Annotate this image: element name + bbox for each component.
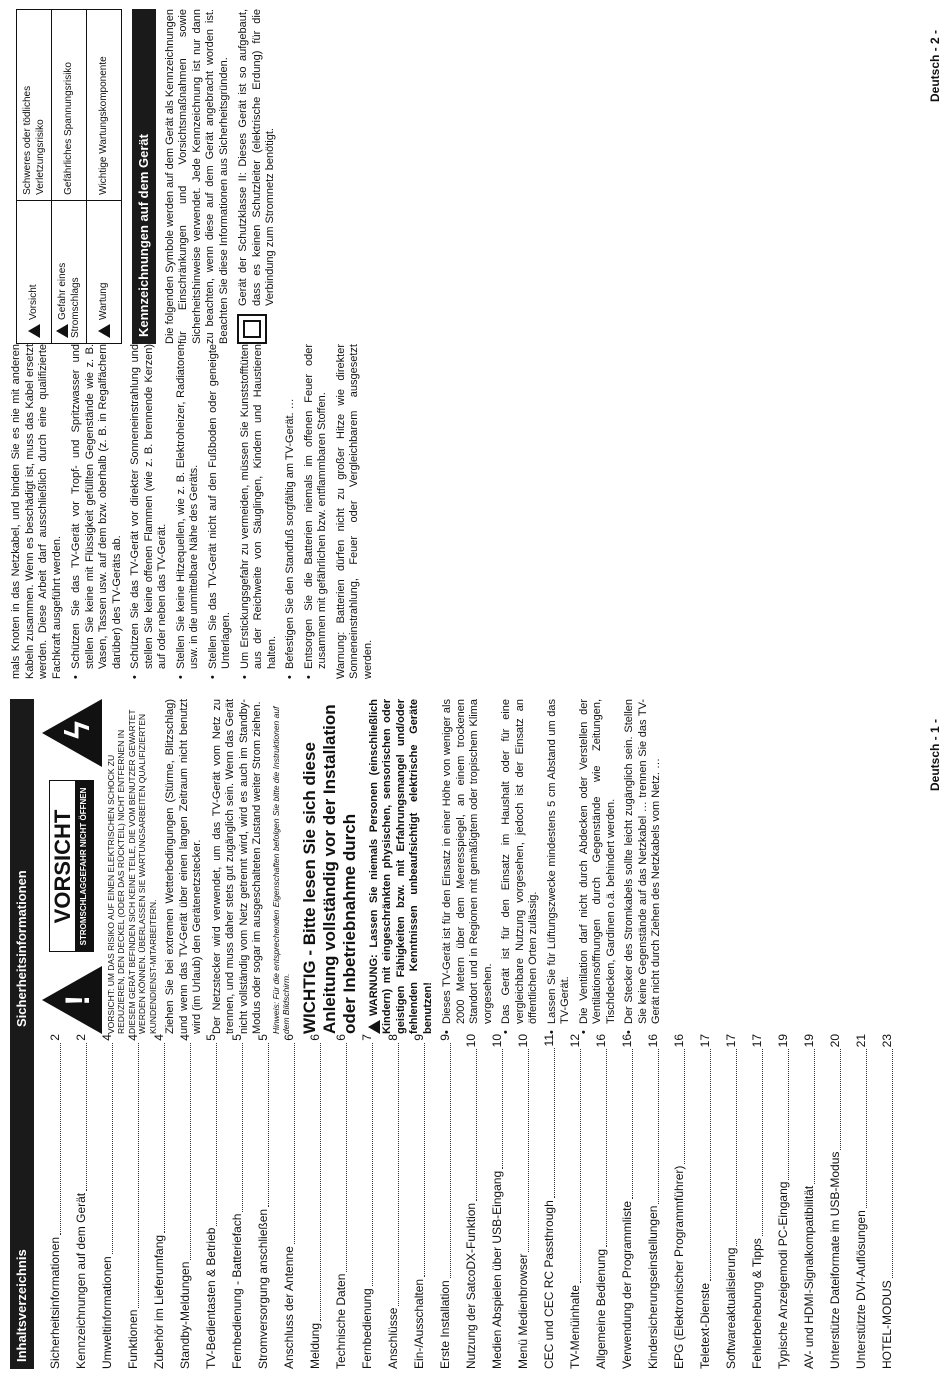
toc-entry[interactable] <box>796 1034 822 1369</box>
toc-dots <box>372 1043 373 1287</box>
toc-entry[interactable] <box>120 1034 146 1369</box>
toc-entry[interactable] <box>302 1034 328 1369</box>
toc-entry-title: Medien Abspielen über USB-Eingang <box>489 1170 504 1369</box>
warning-icon <box>368 1020 380 1034</box>
list-item: • Entsorgen Sie die Batterien niemals im offenen Feuer oder zusammen mit gefährlichen bzw. entflammbaren Stoffen. <box>303 344 330 679</box>
toc-page-number: 12 <box>567 1034 582 1048</box>
toc-page-number: 21 <box>853 1034 868 1048</box>
toc-entry-title: Fehlerbehebung & Tipps <box>749 1238 764 1369</box>
toc-page-number: 5 <box>229 1034 244 1041</box>
toc-entry[interactable] <box>874 1034 900 1369</box>
toc-page-number: 8 <box>385 1034 400 1041</box>
toc-dots <box>632 1049 633 1199</box>
list-item: • Um Erstickungsgefahr zu vermeiden, müssen Sie Kunststofftüten aus der Reichweite von Säuglingen, Kindern und Haustieren halten. <box>239 344 280 679</box>
class2-text: Gerät der Schutzklasse II: Dieses Gerät ist so aufgebaut, dass es keinen Schutzleiter (elektrische Erdung) für die Verbindung zum Stromnetz benötigt. <box>237 9 276 306</box>
vorsicht-sub: STROMSCHLAGGEFAHR NICHT ÖFFNEN <box>75 782 93 952</box>
toc-entry-title: Meldung <box>307 1322 322 1369</box>
toc-entry[interactable] <box>822 1034 848 1369</box>
toc-entry-title: Technische Daten <box>333 1273 348 1369</box>
class2-block <box>237 9 278 344</box>
toc-dots <box>840 1049 841 1149</box>
kenn-title: Kennzeichnungen auf dem Gerät <box>132 9 156 344</box>
toc-entry-title: Fernbedienung <box>359 1288 374 1369</box>
toc-entry-title: AV- und HDMI-Signalkompatibilität <box>801 1185 816 1369</box>
toc-page-number: 19 <box>801 1034 816 1048</box>
toc-entry[interactable] <box>172 1034 198 1369</box>
toc-entry-title: Funktionen <box>125 1309 140 1369</box>
table-row <box>52 10 87 344</box>
toc-entry-title: Erste Installation <box>437 1280 452 1369</box>
list-item: • Der Stecker des Stromkabels sollte leicht zugänglich sein. Stellen Sie keine Gegenstände auf das Netzkabel … trennen Sie das TV-Gerät nicht durch Ziehen des Netzkabels vom Netz. … <box>623 699 664 1034</box>
warning-icon <box>28 324 40 338</box>
toc-page-number: 11 <box>541 1034 556 1047</box>
toc-dots <box>424 1043 425 1277</box>
toc-entry[interactable] <box>614 1034 640 1369</box>
toc-dots <box>216 1043 217 1226</box>
toc-dots <box>268 1043 269 1207</box>
toc-entry[interactable] <box>458 1034 484 1369</box>
toc-page-number: 17 <box>723 1034 738 1048</box>
wrench-triangle-icon <box>98 324 110 338</box>
toc-entry[interactable] <box>42 1034 68 1369</box>
toc-entry-title: Sicherheitsinformationen <box>47 1236 62 1369</box>
toc-dots <box>658 1049 659 1203</box>
toc-dots <box>86 1043 87 1191</box>
hinweis: Hinweis: Für die entsprechenden Eigenschaften befolgen Sie bitte die Instruktionen auf dem Bildschirm. <box>270 706 291 1034</box>
toc-entry[interactable] <box>354 1034 380 1369</box>
footer-page-2: Deutsch - 2 - <box>928 30 942 103</box>
toc-dots <box>580 1049 581 1283</box>
list-item: • Das Gerät ist für den Einsatz im Haushalt oder für eine vergleichbare Nutzung vorgesehen, jedoch ist der Einsatz an öffentlichen Orten zulässig. <box>500 699 541 1034</box>
toc-entry[interactable] <box>328 1034 354 1369</box>
toc-entry-title: Kennzeichnungen auf dem Gerät <box>73 1192 88 1369</box>
toc-entry[interactable] <box>276 1034 302 1369</box>
toc-dots <box>762 1049 763 1236</box>
toc-page-number: 5 <box>255 1034 270 1041</box>
toc-dots <box>112 1043 113 1255</box>
page2-column-1 <box>10 344 381 679</box>
toc-page-number: 10 <box>463 1034 478 1048</box>
toc-page-number: 7 <box>359 1034 374 1041</box>
toc-entry-title: Anschluss der Antenne <box>281 1246 296 1369</box>
exclamation-triangle-icon: ! <box>42 966 102 1034</box>
bullet-list-2 <box>70 344 330 679</box>
toc-page-number: 6 <box>281 1034 296 1041</box>
toc-entry[interactable] <box>666 1034 692 1369</box>
toc-entry[interactable] <box>536 1034 562 1369</box>
symbol-desc: Wichtige Wartungskomponente <box>87 10 122 201</box>
toc-page-number: 9 <box>437 1034 452 1041</box>
toc-entry-title: Nutzung der SatcoDX-Funktion <box>463 1202 478 1369</box>
double-square-icon <box>237 314 267 344</box>
symbol-cell <box>87 200 122 343</box>
list-item: • Stellen Sie keine Hitzequellen, wie z. B. Elektroheizer, Radiatoren usw. in die unmittelbare Nähe des Geräts. <box>175 344 202 679</box>
toc-entry-title: Unterstützte DVI-Auflösungen <box>853 1210 868 1369</box>
toc-entry-title: HOTEL-MODUS <box>879 1280 894 1369</box>
toc-page-number: 6 <box>333 1034 348 1041</box>
toc-page-number: 5 <box>203 1034 218 1041</box>
toc-dots <box>476 1049 477 1201</box>
page-2 <box>0 0 950 689</box>
toc-dots <box>814 1049 815 1183</box>
symbol-label: Wartung <box>98 282 110 320</box>
toc-entry-title: EPG (Elektronischer Programmführer) <box>671 1165 686 1369</box>
symbol-table <box>16 9 122 344</box>
toc-page-number: 17 <box>697 1034 712 1048</box>
toc-column <box>10 1034 900 1369</box>
symbol-cell <box>17 200 52 343</box>
toc-dots <box>554 1048 555 1198</box>
toc-entry-title: Unterstütze Dateiformate im USB-Modus <box>827 1151 842 1369</box>
symbol-cell <box>52 200 87 343</box>
toc-page-number: 16 <box>645 1034 660 1048</box>
toc-entry-title: Stromversorgung anschließen <box>255 1208 270 1369</box>
warning-box <box>42 699 102 1034</box>
footer-page-1: Deutsch - 1 - <box>928 719 942 792</box>
toc-entry[interactable] <box>588 1034 614 1369</box>
bullet-list-1 <box>441 699 664 1034</box>
toc-entry-title: Softwareaktualisierung <box>723 1247 738 1369</box>
toc-dots <box>502 1049 503 1169</box>
toc-entry[interactable] <box>562 1034 588 1369</box>
symbol-desc: Gefährliches Spannungsrisiko <box>52 10 87 201</box>
toc-entry[interactable] <box>146 1034 172 1369</box>
toc-dots <box>60 1043 61 1235</box>
toc-entry[interactable] <box>224 1034 250 1369</box>
kenn-para: Die folgenden Symbole werden auf dem Gerät als Kennzeichnungen für Einschränkungen und Vorsichtsmaßnahmen sowie Sicherheitshinweise verwendet. Jede Kennzeichnung ist nur dann zu beachten, wenn diese auf dem Gerät angebracht worden ist. Beachten Sie diese Informationen aus Sicherheitsgründen. <box>163 9 230 344</box>
toc-dots <box>450 1043 451 1279</box>
toc-dots <box>866 1049 867 1208</box>
warnung-content: WARNUNG: Lassen Sie niemals Personen (einschließlich Kindern) mit eingeschränkten physischen, sensorischen oder geistigen Fähigkeiten bzw. mit Erfahrungsmangel und/oder fehlenden Kenntnissen unbeaufsichtigt elektrische Geräte benutzen! <box>367 699 434 1034</box>
toc-dots <box>346 1043 347 1272</box>
toc-entry-title: Anschlüsse <box>385 1307 400 1369</box>
toc-entry-title: TV-Menüinhalte <box>567 1284 582 1369</box>
toc-entry[interactable] <box>406 1034 432 1369</box>
toc-dots <box>606 1049 607 1247</box>
toc-page-number: 17 <box>749 1034 764 1048</box>
toc-page-number: 4 <box>99 1034 114 1041</box>
toc-entry-title: Allgemeine Bedienung <box>593 1248 608 1369</box>
toc-entry[interactable] <box>198 1034 224 1369</box>
table-row <box>17 10 52 344</box>
toc-entry[interactable] <box>848 1034 874 1369</box>
toc-page-number: 16 <box>619 1034 634 1048</box>
toc-list <box>42 1034 900 1369</box>
toc-entry-title: CEC und CEC RC Passthrough <box>541 1200 556 1369</box>
para-mains: Der Netzstecker wird verwendet, um das TV-Gerät vom Netz zu trennen, und muss daher stets gut zugänglich sein. Wenn das Gerät nicht vollständig vom Netz getrennt wird, wird es auch im Standby-Modus oder sogar im ausgeschalteten Zustand weiter Strom ziehen. <box>210 699 263 1034</box>
toc-entry-title: Kindersicherungseinstellungen <box>645 1205 660 1369</box>
toc-entry-title: Menü Medienbrowser <box>515 1253 530 1369</box>
symbol-label: Gefahr eines Stromschlags <box>56 262 81 338</box>
toc-entry[interactable] <box>68 1034 94 1369</box>
toc-dots <box>736 1049 737 1245</box>
toc-dots <box>528 1049 529 1251</box>
warnung-text <box>368 699 436 1034</box>
toc-dots <box>710 1049 711 1281</box>
list-item: • Befestigen Sie den Standfuß sorgfältig am TV-Gerät. … <box>284 344 298 679</box>
toc-dots <box>892 1049 893 1278</box>
lightning-triangle-icon: ϟ <box>42 699 102 767</box>
toc-dots <box>788 1049 789 1179</box>
toc-entry-title: Verwendung der Programmliste <box>619 1200 634 1369</box>
symbol-label: Vorsicht <box>28 284 40 320</box>
toc-page-number: 4 <box>151 1034 166 1041</box>
toc-page-number: 16 <box>593 1034 608 1048</box>
toc-page-number: 4 <box>125 1034 140 1041</box>
toc-entry-title: Typische Anzeigemodi PC-Eingang <box>775 1181 790 1369</box>
toc-entry[interactable] <box>510 1034 536 1369</box>
toc-dots <box>138 1043 139 1308</box>
vorsicht-box <box>49 781 95 953</box>
toc-page-number: 19 <box>775 1034 790 1048</box>
para-weather: Ziehen Sie bei extremen Wetterbedingungen (Stürme, Blitzschlag) und wenn das TV-Gerät über einen langen Zeitraum nicht benutzt wird (im Urlaub) den Gerätenetzstecker. <box>164 699 203 1034</box>
toc-entry[interactable] <box>692 1034 718 1369</box>
safety-title: Sicherheitsinformationen <box>10 699 34 1034</box>
symbol-desc: Schweres oder tödliches Verletzungsrisiko <box>17 10 52 201</box>
toc-page-number: 10 <box>515 1034 530 1048</box>
toc-entry[interactable] <box>432 1034 458 1369</box>
table-row <box>87 10 122 344</box>
toc-entry[interactable] <box>484 1034 510 1369</box>
para-top: mals Knoten in das Netzkabel, und binden Sie es nie mit anderen Kabeln zusammen. Wenn es beschädigt ist, muss das Kabel ersetzt werden. Diese Arbeit darf ausschließlich durch eine qualifizierte Fachkraft ausgeführt werden. <box>10 344 63 679</box>
toc-dots <box>190 1043 191 1260</box>
toc-page-number: 20 <box>827 1034 842 1048</box>
wichtig-heading: WICHTIG - Bitte lesen Sie sich diese Anleitung vollständig vor der Installation oder Inbetriebnahme durch <box>299 704 359 1034</box>
toc-dots <box>684 1049 685 1163</box>
toc-page-number: 16 <box>671 1034 686 1048</box>
toc-page-number: 23 <box>879 1034 894 1048</box>
lightning-icon <box>56 324 68 338</box>
toc-page-number: 9 <box>411 1034 426 1041</box>
toc-page-number: 10 <box>489 1034 504 1048</box>
toc-entry-title: TV-Bedientasten & Betrieb <box>203 1227 218 1369</box>
toc-entry[interactable] <box>94 1034 120 1369</box>
toc-dots <box>242 1043 243 1212</box>
toc-page-number: 6 <box>307 1034 322 1041</box>
toc-entry[interactable] <box>770 1034 796 1369</box>
toc-dots <box>294 1043 295 1245</box>
toc-entry-title: Standby-Meldungen <box>177 1261 192 1369</box>
vorsicht-note: VORSICHT: UM DAS RISIKO AUF EINEN ELEKTRISCHEN SCHOCK ZU REDUZIEREN, DEN DECKEL (ODER DAS RÜCKTEIL) NICHT ENTFERNEN IN DIESEM GERÄT BEFINDEN SICH KEINE TEILE, DIE VOM BENUTZER GEWARTET WERDEN KÖNNEN. ÜBERLASSEN SIE WARTUNGSARBEITEN QUALIFIZIERTEN KUNDENDIENST-MITARBEITERN. <box>105 709 158 1034</box>
toc-entry[interactable] <box>744 1034 770 1369</box>
list-item: • Schützen Sie das TV-Gerät vor direkter Sonneneinstrahlung und stellen Sie keine offenen Flammen (wie z. B. brennende Kerzen) auf oder neben das TV-Gerät. <box>129 344 170 679</box>
list-item: • Lassen Sie für Lüftungszwecke mindestens 5 cm Abstand um das TV-Gerät. <box>546 699 573 1034</box>
toc-entry-title: Zubehör im Lieferumfang <box>151 1234 166 1369</box>
warnung-batteries: Warnung: Batterien dürfen nicht zu großer Hitze wie direkter Sonneneinstrahlung, Feuer oder Vergleichbarem ausgesetzt werden. <box>334 344 374 679</box>
toc-entry-title: Fernbedienung - Batteriefach <box>229 1213 244 1369</box>
list-item: • Schützen Sie das TV-Gerät vor Tropf- und Spritzwasser und stellen Sie keine mit Flüssigkeit gefüllten Gegenstände wie z. B. Vasen, Tassen usw. auf dem bzw. oberhalb (z. B. in Regalfächern darüber) des TV-Geräts ab. <box>70 344 124 679</box>
toc-page-number: 2 <box>73 1034 88 1041</box>
toc-entry[interactable] <box>380 1034 406 1369</box>
toc-entry-title: Teletext-Dienste <box>697 1282 712 1369</box>
toc-page-number: 4 <box>177 1034 192 1041</box>
list-item: • Dieses TV-Gerät ist für den Einsatz in einer Höhe von weniger als 2000 Metern über dem Meeresspiegel, an einem trockenen Standort und in Regionen mit gemäßigtem oder tropischem Klima vorgesehen. <box>441 699 495 1034</box>
toc-entry[interactable] <box>250 1034 276 1369</box>
toc-dots <box>398 1043 399 1306</box>
page-1 <box>0 689 950 1379</box>
toc-dots <box>164 1043 165 1233</box>
toc-entry[interactable] <box>640 1034 666 1369</box>
toc-title: Inhaltsverzeichnis <box>10 1034 34 1369</box>
vorsicht-label: VORSICHT <box>49 809 75 924</box>
list-item: • Stellen Sie das TV-Gerät nicht auf den Fußboden oder geneigte Unterlagen. <box>207 344 234 679</box>
toc-entry-title: Ein-/Ausschalten <box>411 1278 426 1369</box>
toc-entry[interactable] <box>718 1034 744 1369</box>
page2-column-2 <box>10 9 278 344</box>
toc-dots <box>320 1043 321 1321</box>
safety-column <box>10 699 669 1034</box>
toc-page-number: 2 <box>47 1034 62 1041</box>
list-item: • Die Ventilation darf nicht durch Abdecken oder Verstellen der Ventilationsöffnungen durch Gegenstände wie Zeitungen, Tischdecken, Gardinen o.ä. behindert werden. <box>578 699 619 1034</box>
toc-entry-title: Umweltinformationen <box>99 1256 114 1369</box>
